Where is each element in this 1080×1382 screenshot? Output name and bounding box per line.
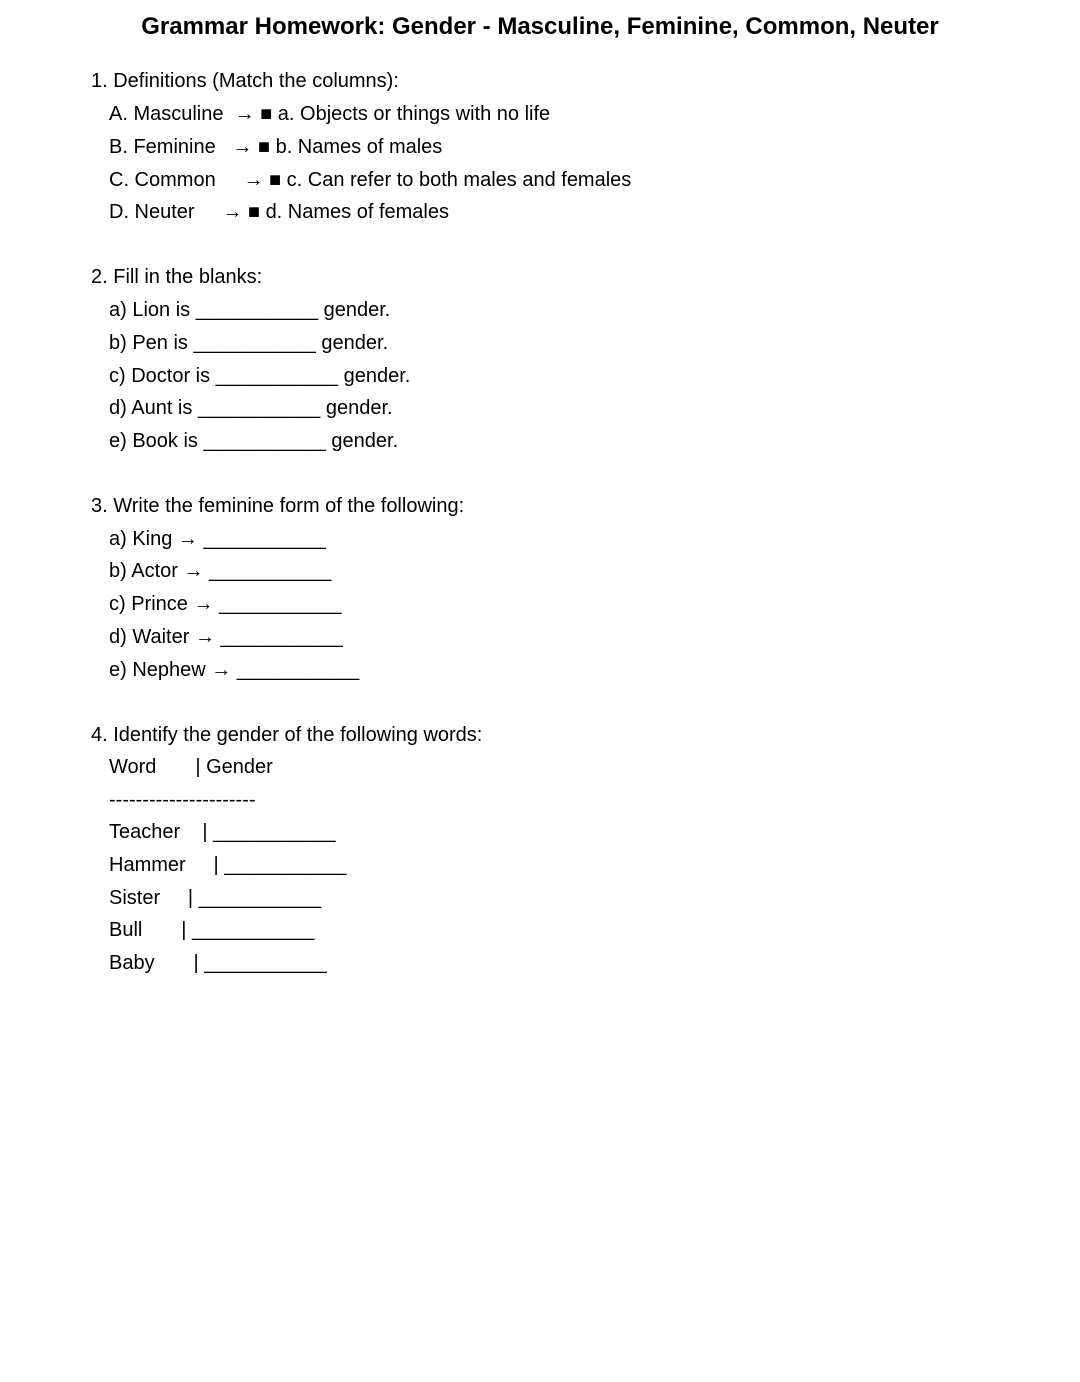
fill-blank-line-a: a) Lion is ___________ gender. <box>109 299 391 321</box>
section-3-heading: 3. Write the feminine form of the following: <box>91 495 465 517</box>
match-line-a: A. Masculine → ■ a. Objects or things with no life <box>109 103 551 125</box>
gender-table-row-sister: Sister | ___________ <box>109 887 322 909</box>
fill-blank-line-c: c) Doctor is ___________ gender. <box>109 365 411 387</box>
gender-table-header: Word | Gender <box>109 756 273 778</box>
gender-table-row-hammer: Hammer | ___________ <box>109 854 347 876</box>
feminine-form-line-c: c) Prince → ___________ <box>109 593 342 615</box>
match-line-b: B. Feminine → ■ b. Names of males <box>109 136 443 158</box>
match-line-d: D. Neuter → ■ d. Names of females <box>109 201 449 223</box>
fill-blank-line-e: e) Book is ___________ gender. <box>109 430 399 452</box>
feminine-form-line-d: d) Waiter → ___________ <box>109 626 343 648</box>
fill-blank-line-b: b) Pen is ___________ gender. <box>109 332 389 354</box>
section-4-heading: 4. Identify the gender of the following words: <box>91 724 483 746</box>
match-line-c: C. Common → ■ c. Can refer to both males and females <box>109 169 632 191</box>
section-1-heading: 1. Definitions (Match the columns): <box>91 70 399 92</box>
gender-table-row-bull: Bull | ___________ <box>109 919 315 941</box>
gender-table-row-baby: Baby | ___________ <box>109 952 327 974</box>
feminine-form-line-b: b) Actor → ___________ <box>109 560 332 582</box>
feminine-form-line-e: e) Nephew → ___________ <box>109 659 360 681</box>
feminine-form-line-a: a) King → ___________ <box>109 528 326 550</box>
gender-table-divider: ---------------------- <box>109 789 256 811</box>
worksheet-title: Grammar Homework: Gender - Masculine, Feminine, Common, Neuter <box>141 13 939 40</box>
fill-blank-line-d: d) Aunt is ___________ gender. <box>109 397 393 419</box>
gender-table-row-teacher: Teacher | ___________ <box>109 821 336 843</box>
section-2-heading: 2. Fill in the blanks: <box>91 266 263 288</box>
